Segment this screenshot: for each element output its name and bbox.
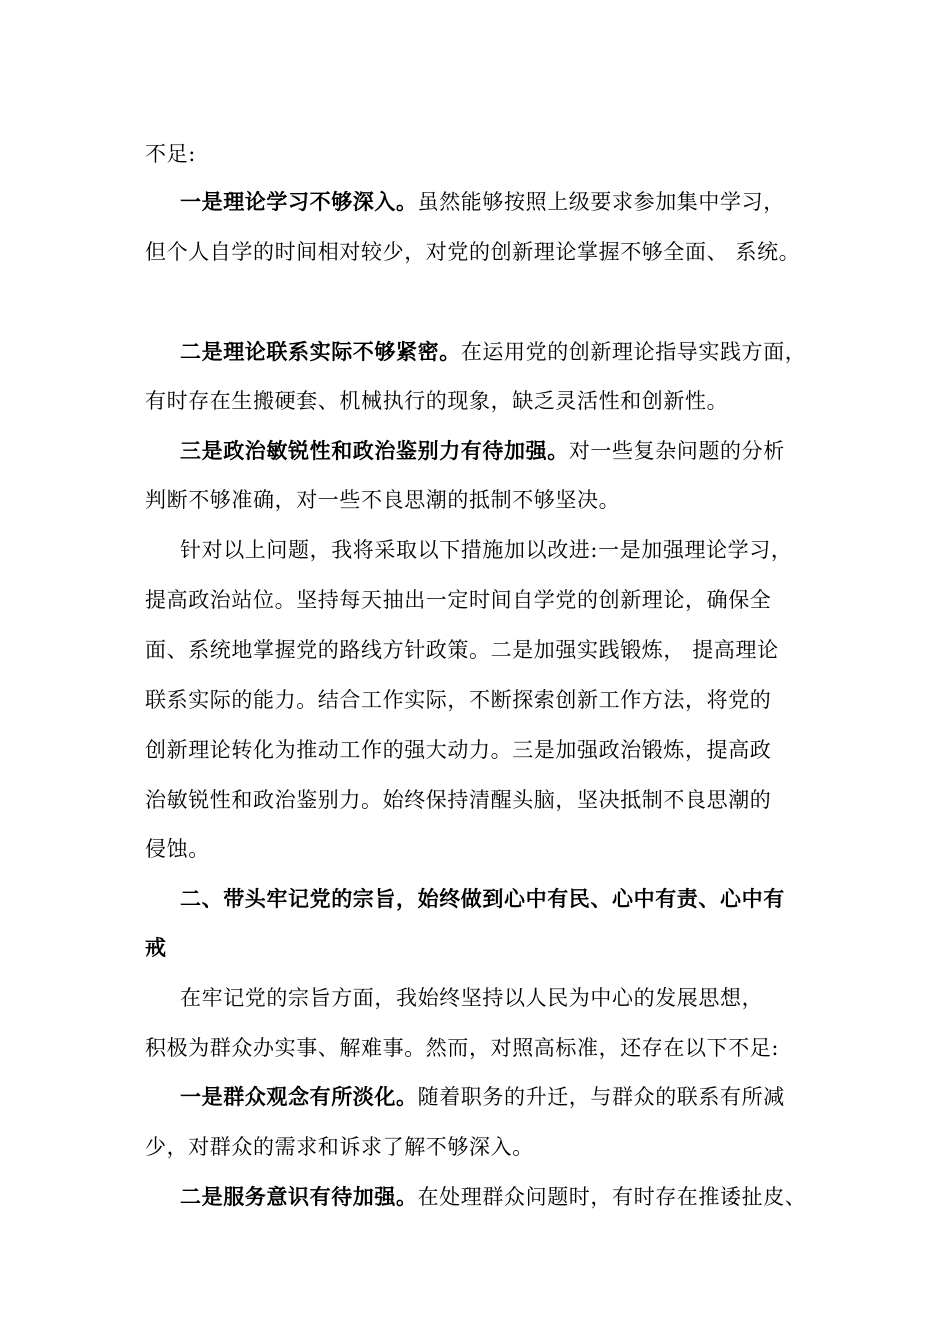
line-text: 在牢记党的宗旨方面，我始终坚持以人民为中心的发展思想， <box>180 986 764 1010</box>
line-text: 对一些复杂问题的分析 <box>568 439 785 463</box>
section-heading-line-1 <box>180 885 785 913</box>
text-line-3 <box>145 238 800 266</box>
text-line-10 <box>145 636 779 664</box>
text-line-13 <box>145 786 771 814</box>
text-line-2 <box>180 188 785 216</box>
text-line-5 <box>145 387 728 415</box>
text-line-18 <box>145 1034 779 1062</box>
text-line-11 <box>145 686 771 714</box>
line-text: 虽然能够按照上级要求参加集中学习， <box>417 190 785 214</box>
text-line-7 <box>145 486 620 514</box>
text-line-8 <box>180 536 792 564</box>
line-bold-lead: 二是服务意识有待加强。 <box>180 1184 418 1209</box>
text-line-9 <box>145 586 771 614</box>
line-text: 在运用党的创新理论指导实践方面， <box>460 340 807 364</box>
line-text: 侵蚀。 <box>145 837 210 861</box>
line-bold-lead: 三是政治敏锐性和政治鉴别力有待加强。 <box>180 438 569 463</box>
line-text: 判断不够准确，对一些不良思潮的抵制不够坚决。 <box>145 488 621 512</box>
text-line-12 <box>145 736 771 764</box>
section-heading-text: 二、带头牢记党的宗旨，始终做到心中有民、心中有责、心中有 <box>180 886 785 911</box>
line-text: 少，对群众的需求和诉求了解不够深入。 <box>145 1135 534 1159</box>
line-bold-lead: 一是理论学习不够深入。 <box>180 189 418 214</box>
text-line-1 <box>145 140 196 168</box>
text-line-19 <box>180 1083 785 1111</box>
line-text: 联系实际的能力。结合工作实际，不断探索创新工作方法，将党的 <box>145 688 772 712</box>
text-line-14 <box>145 835 210 863</box>
line-text: 提高政治站位。坚持每天抽出一定时间自学党的创新理论，确保全 <box>145 588 772 612</box>
line-text: 随着职务的升迁，与群众的联系有所减 <box>417 1085 785 1109</box>
section-heading-line-2 <box>145 934 167 962</box>
text-line-20 <box>145 1133 534 1161</box>
line-text: 治敏锐性和政治鉴别力。始终保持清醒头脑，坚决抵制不良思潮的 <box>145 788 772 812</box>
line-text: 针对以上问题，我将采取以下措施加以改进:一是加强理论学习， <box>180 538 793 562</box>
text-line-17 <box>180 984 763 1012</box>
line-text: 在处理群众问题时，有时存在推诿扯皮、 <box>417 1185 807 1209</box>
section-heading-text: 戒 <box>145 935 167 960</box>
line-text: 不足: <box>145 142 196 166</box>
text-line-21 <box>180 1183 806 1211</box>
text-line-4 <box>180 338 806 366</box>
line-text: 但个人自学的时间相对较少，对党的创新理论掌握不够全面、 系统。 <box>145 240 801 264</box>
line-text: 创新理论转化为推动工作的强大动力。三是加强政治锻炼，提高政 <box>145 738 772 762</box>
line-text: 积极为群众办实事、解难事。然而，对照高标准，还存在以下不足: <box>145 1036 780 1060</box>
line-bold-lead: 二是理论联系实际不够紧密。 <box>180 339 461 364</box>
line-text: 有时存在生搬硬套、机械执行的现象，缺乏灵活性和创新性。 <box>145 389 729 413</box>
text-line-6 <box>180 437 785 465</box>
line-bold-lead: 一是群众观念有所淡化。 <box>180 1084 418 1109</box>
line-text: 面、系统地掌握党的路线方针政策。二是加强实践锻炼， 提高理论 <box>145 638 779 662</box>
